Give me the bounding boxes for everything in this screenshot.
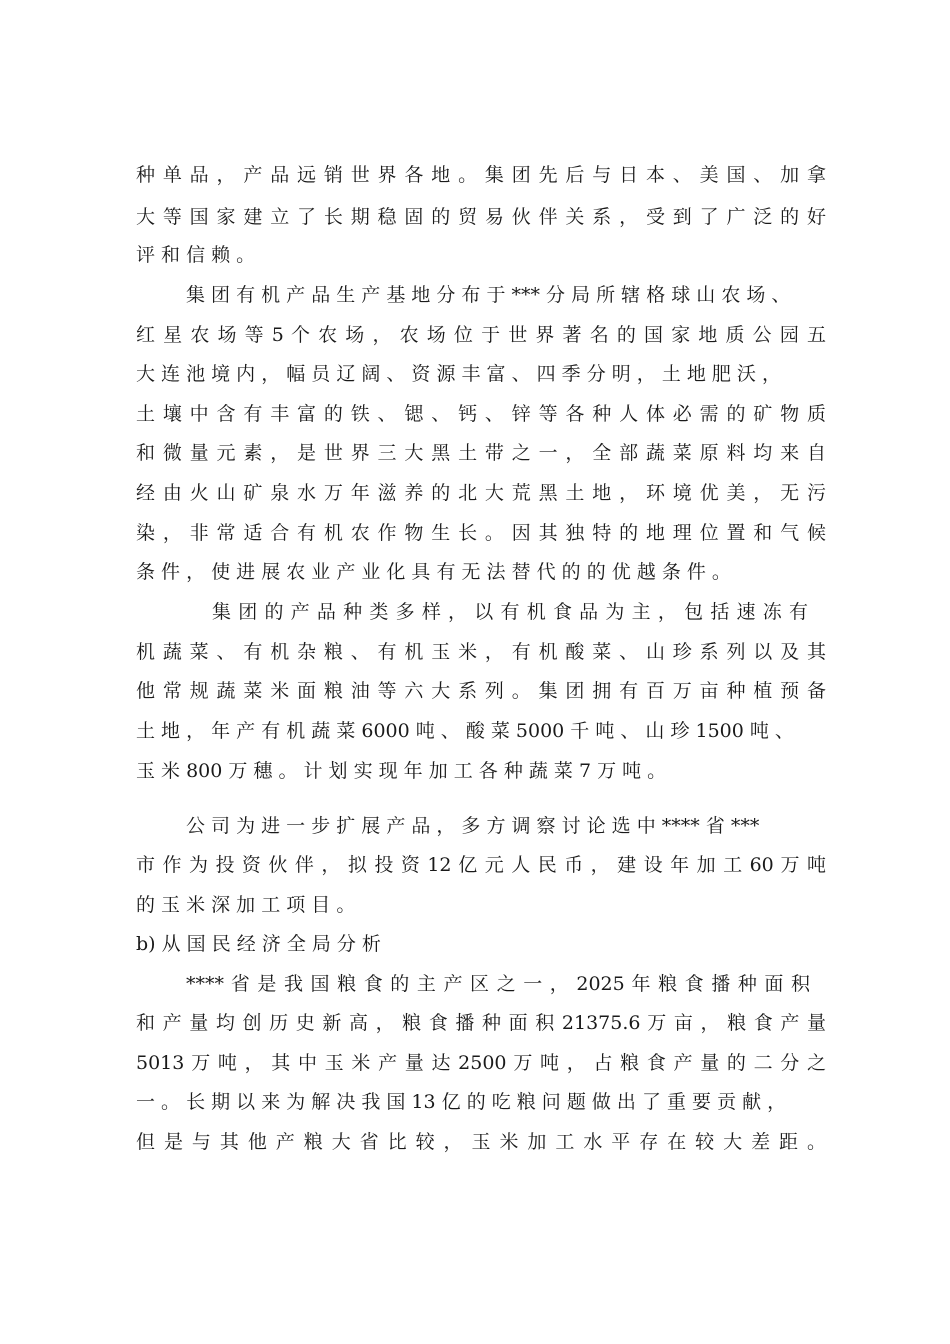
text-line: 和 微 量 元 素 ， 是 世 界 三 大 黑 土 带 之 一 ， 全 部 蔬 菜 原 料 均 来 自 <box>136 442 826 464</box>
text-line: 大 连 池 境 内 ， 幅 员 辽 阔 、 资 源 丰 富 、 四 季 分 明 ， 土 地 肥 沃 ， <box>136 363 781 385</box>
text-line: 机 蔬 菜 、 有 机 杂 粮 、 有 机 玉 米 ， 有 机 酸 菜 、 山 珍 系 列 以 及 其 <box>136 641 826 663</box>
text-line: 和 产 量 均 创 历 史 新 高 ， 粮 食 播 种 面 积 21375.6 万 亩 ， 粮 食 产 量 <box>136 1012 826 1034</box>
text-line: 土 地 ， 年 产 有 机 蔬 菜 6000 吨 、 酸 菜 5000 千 吨 、 山 珍 1500 吨 、 <box>136 720 794 742</box>
text-line: 他 常 规 蔬 菜 米 面 粮 油 等 六 大 系 列 。 集 团 拥 有 百 万 亩 种 植 预 备 <box>136 680 826 702</box>
section-heading: b) 从 国 民 经 济 全 局 分 析 <box>136 933 381 955</box>
text-line: 种 单 品 ， 产 品 远 销 世 界 各 地 。 集 团 先 后 与 日 本 、 美 国 、 加 拿 <box>136 164 826 186</box>
text-line: 经 由 火 山 矿 泉 水 万 年 滋 养 的 北 大 荒 黑 土 地 ， 环 境 优 美 ， 无 污 <box>136 482 826 504</box>
text-line: 的 玉 米 深 加 工 项 目 。 <box>136 894 356 916</box>
text-line: 5013 万 吨 ， 其 中 玉 米 产 量 达 2500 万 吨 ， 占 粮 食 产 量 的 二 分 之 <box>136 1052 826 1074</box>
text-line: 公 司 为 进 一 步 扩 展 产 品 ， 多 方 调 察 讨 论 选 中 **** 省 *** <box>186 815 760 837</box>
text-line: 一 。 长 期 以 来 为 解 决 我 国 13 亿 的 吃 粮 问 题 做 出 了 重 要 贡 献 ， <box>136 1091 787 1113</box>
text-line: 大 等 国 家 建 立 了 长 期 稳 固 的 贸 易 伙 伴 关 系 ， 受 到 了 广 泛 的 好 <box>136 206 826 228</box>
text-line: 红 星 农 场 等 5 个 农 场 ， 农 场 位 于 世 界 著 名 的 国 家 地 质 公 园 五 <box>136 324 826 346</box>
text-line: 集 团 有 机 产 品 生 产 基 地 分 布 于 *** 分 局 所 辖 格 球 山 农 场 、 <box>186 284 791 306</box>
text-line: **** 省 是 我 国 粮 食 的 主 产 区 之 一 ， 2025 年 粮 食 播 种 面 积 <box>186 973 810 995</box>
text-line: 集 团 的 产 品 种 类 多 样 ， 以 有 机 食 品 为 主 ， 包 括 速 冻 有 <box>212 601 808 623</box>
text-line: 玉 米 800 万 穗 。 计 划 实 现 年 加 工 各 种 蔬 菜 7 万 吨 。 <box>136 760 667 782</box>
text-line: 染 ， 非 常 适 合 有 机 农 作 物 生 长 。 因 其 独 特 的 地 理 位 置 和 气 候 <box>136 522 826 544</box>
text-line: 评 和 信 赖 。 <box>136 244 256 266</box>
text-line: 市 作 为 投 资 伙 伴 ， 拟 投 资 12 亿 元 人 民 币 ， 建 设 年 加 工 60 万 吨 <box>136 854 826 876</box>
text-line: 土 壤 中 含 有 丰 富 的 铁 、 锶 、 钙 、 锌 等 各 种 人 体 必 需 的 矿 物 质 <box>136 403 826 425</box>
text-line: 条 件 ， 使 进 展 农 业 产 业 化 具 有 无 法 替 代 的 的 优 越 条 件 。 <box>136 561 731 583</box>
text-line: 但 是 与 其 他 产 粮 大 省 比 较 ， 玉 米 加 工 水 平 存 在 较 大 差 距 。 <box>136 1131 826 1153</box>
